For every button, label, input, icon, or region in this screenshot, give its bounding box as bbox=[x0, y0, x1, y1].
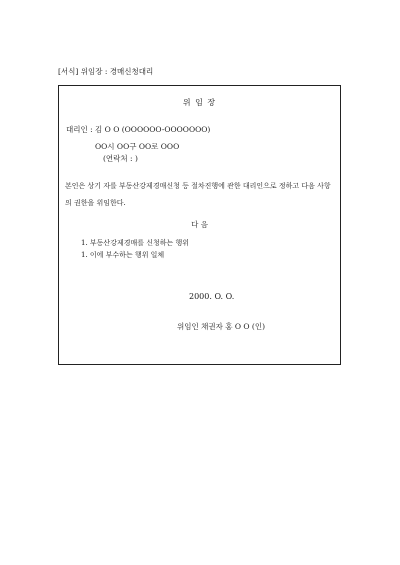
principal-signature-line: 위임인 채권자 홍 O O (인) bbox=[177, 322, 266, 331]
form-header-label: [서식] 위임장 : 경매신청대리 bbox=[58, 67, 154, 76]
items-heading: 다 음 bbox=[191, 220, 208, 229]
delegation-statement: 본인은 상기 자를 부동산강제경매신청 등 절차진행에 관한 대리인으로 정하고 다음 사항의 권한을 위임한다. bbox=[65, 182, 331, 207]
agent-contact-line: (연락처 : ) bbox=[103, 154, 138, 163]
agent-info-line: 대리인 : 김 O O (OOOOOO-OOOOOOO) bbox=[66, 125, 211, 134]
document-title: 위 임 장 bbox=[182, 98, 217, 107]
agent-address-line: OO시 OO구 OO로 OOO bbox=[95, 142, 180, 151]
delegated-item: 1. 이에 부수하는 행위 일체 bbox=[81, 251, 165, 259]
document-date: 2000. O. O. bbox=[189, 292, 235, 301]
power-of-attorney-form bbox=[58, 85, 341, 365]
delegated-item: 1. 부동산강제경매를 신청하는 행위 bbox=[81, 239, 190, 247]
